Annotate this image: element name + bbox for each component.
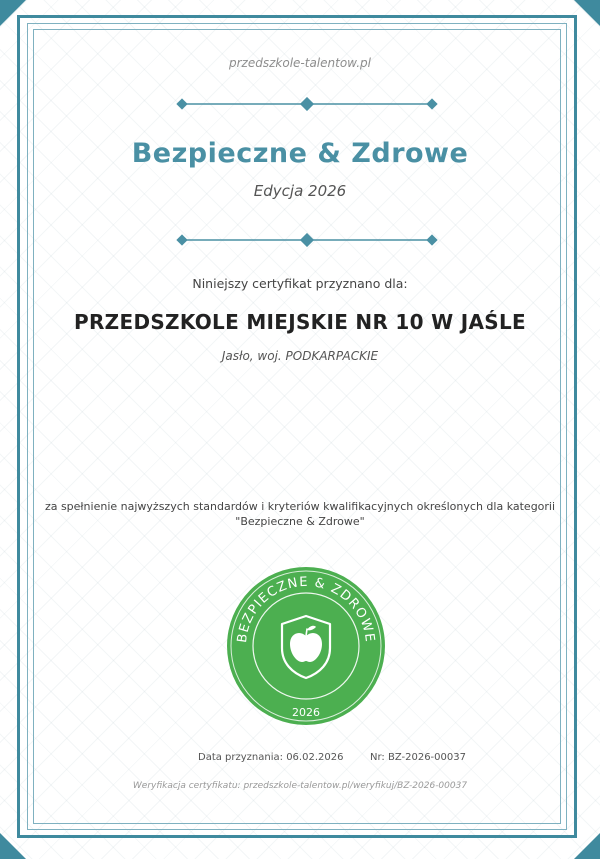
award-seal [226, 566, 386, 726]
corner-ornament-bottom-left [0, 833, 26, 859]
seal-year: 2026 [292, 706, 320, 719]
award-date: Data przyznania: 06.02.2026 [198, 752, 344, 763]
corner-ornament-bottom-right [574, 833, 600, 859]
recipient-name: PRZEDSZKOLE MIEJSKIE NR 10 W JAŚLE [74, 310, 526, 334]
divider-bottom [176, 233, 438, 247]
award-criteria [0, 499, 600, 529]
certificate-title: Bezpieczne & Zdrowe [131, 138, 469, 169]
criteria-line-2: "Bezpieczne & Zdrowe" [235, 515, 365, 528]
seal-arc-text: BEZPIECZNE & ZDROWE [234, 574, 378, 644]
criteria-line-1: za spełnienie najwyższych standardów i kryteriów kwalifikacyjnych określonych dla kategorii [44, 500, 556, 513]
edition-label: Edycja 2026 [253, 182, 347, 200]
divider-top [176, 97, 438, 111]
verification-link[interactable]: Weryfikacja certyfikatu: przedszkole-talentow.pl/weryfikuj/BZ-2026-00037 [132, 781, 468, 791]
recipient-location: Jasło, woj. PODKARPACKIE [221, 349, 379, 363]
certificate-number: Nr: BZ-2026-00037 [370, 752, 466, 763]
corner-ornament-top-right [574, 0, 600, 26]
award-intro: Niniejszy certyfikat przyznano dla: [192, 276, 408, 291]
corner-ornament-top-left [0, 0, 26, 26]
website-header: przedszkole-talentow.pl [229, 56, 371, 70]
